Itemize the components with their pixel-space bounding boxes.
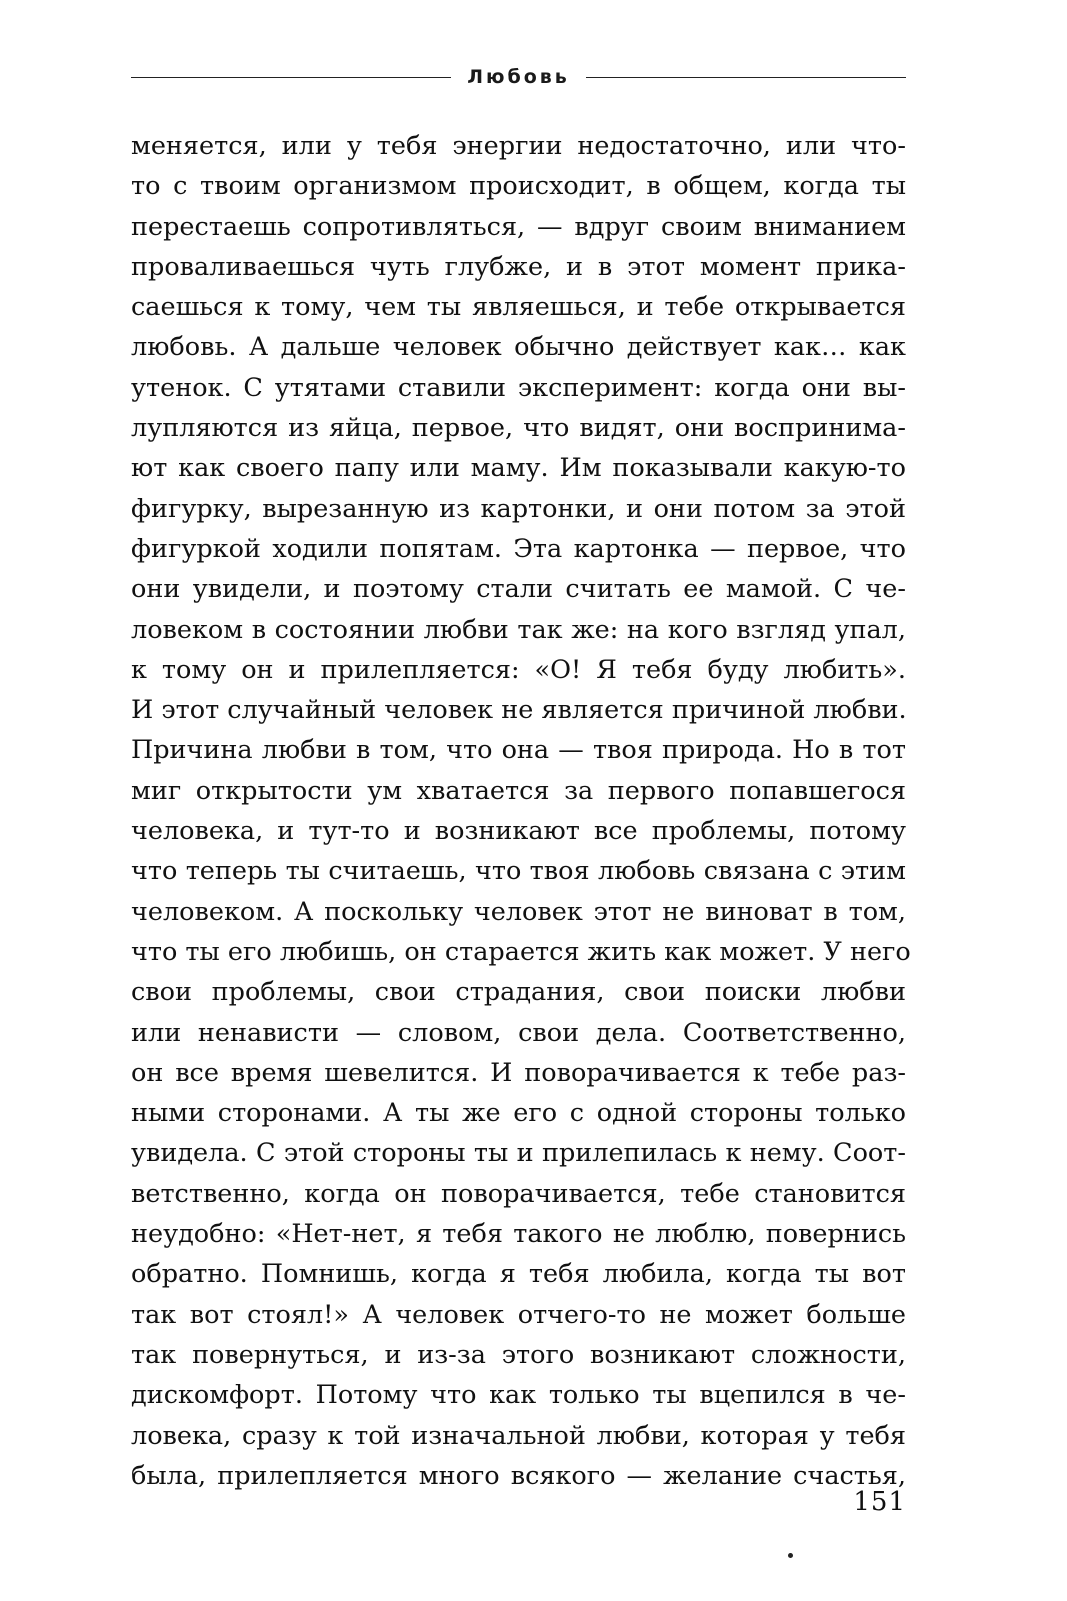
chapter-title: Любовь <box>467 66 570 88</box>
text-line: человеком. А поскольку человек этот не виноват в том, <box>131 896 906 927</box>
text-line: была, прилепляется много всякого — желание счастья, <box>131 1460 906 1491</box>
text-line: И этот случайный человек не является причиной любви. <box>131 695 907 726</box>
header-rule-left <box>131 77 451 78</box>
running-head <box>131 62 906 92</box>
text-line: человека, и тут-то и возникают все проблемы, потому <box>131 816 906 847</box>
text-line: саешься к тому, чем ты являешься, и тебе открывается <box>131 292 906 323</box>
text-line: лупляются из яйца, первое, что видят, они воспринима- <box>131 413 906 444</box>
text-line: проваливаешься чуть глубже, и в этот момент прика- <box>131 251 906 282</box>
body-text <box>131 126 911 1496</box>
text-line: что ты его любишь, он старается жить как может. У него <box>131 936 911 967</box>
text-line: ными сторонами. А ты же его с одной стороны только <box>131 1098 906 1129</box>
text-line: так вот стоял!» А человек отчего-то не может больше <box>131 1299 906 1330</box>
text-line: перестаешь сопротивляться, — вдруг своим вниманием <box>131 211 906 242</box>
text-line: свои проблемы, свои страдания, свои поиски любви <box>131 977 906 1008</box>
text-line: ловеком в состоянии любви так же: на кого взгляд упал, <box>131 614 906 645</box>
text-line: так повернуться, и из-за этого возникают сложности, <box>131 1339 906 1370</box>
text-line: к тому он и прилепляется: «О! Я тебя буду любить». <box>131 654 906 685</box>
text-line: увидела. С этой стороны ты и прилепилась к нему. Соот- <box>131 1138 906 1169</box>
header-rule-right <box>586 77 906 78</box>
text-line: он все время шевелится. И поворачивается к тебе раз- <box>131 1057 906 1088</box>
text-line: ют как своего папу или маму. Им показывали какую-то <box>131 453 906 484</box>
text-line: утенок. С утятами ставили эксперимент: когда они вы- <box>131 372 906 403</box>
text-line: неудобно: «Нет-нет, я тебя такого не люблю, повернись <box>131 1219 906 1250</box>
text-line: фигурку, вырезанную из картонки, и они потом за этой <box>131 493 906 524</box>
text-line: то с твоим организмом происходит, в общем, когда ты <box>131 171 906 202</box>
text-line: что теперь ты считаешь, что твоя любовь связана с этим <box>131 856 906 887</box>
text-line: они увидели, и поэтому стали считать ее мамой. С че- <box>131 574 906 605</box>
print-speck <box>788 1553 793 1558</box>
text-line: любовь. А дальше человек обычно действует как… как <box>131 332 906 363</box>
text-line: фигуркой ходили попятам. Эта картонка — первое, что <box>131 533 906 564</box>
text-line: ветственно, когда он поворачивается, тебе становится <box>131 1178 906 1209</box>
text-line: миг открытости ум хватается за первого попавшегося <box>131 775 906 806</box>
text-line: дискомфорт. Потому что как только ты вцепился в че- <box>131 1380 906 1411</box>
text-line: обратно. Помнишь, когда я тебя любила, когда ты вот <box>131 1259 906 1290</box>
text-line: меняется, или у тебя энергии недостаточно, или что- <box>131 131 906 161</box>
text-line: ловека, сразу к той изначальной любви, которая у тебя <box>131 1420 906 1451</box>
text-line: или ненависти — словом, свои дела. Соответственно, <box>131 1017 906 1048</box>
page-number: 151 <box>853 1487 906 1517</box>
text-line: Причина любви в том, что она — твоя природа. Но в тот <box>131 735 906 766</box>
